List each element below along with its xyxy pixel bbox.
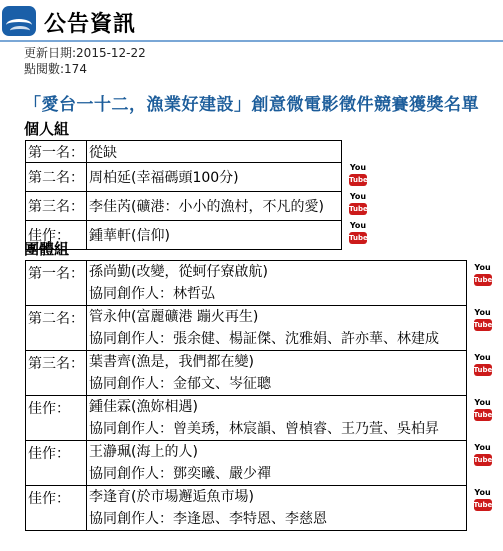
youtube-icon[interactable]: You Tube (473, 307, 493, 329)
page-title: 公告資訊 (44, 12, 137, 37)
group-table (25, 260, 503, 531)
winner-entry (87, 441, 467, 486)
table-row (26, 351, 503, 396)
table-row (26, 141, 379, 163)
table-row (26, 396, 503, 441)
winner-entry (87, 351, 467, 396)
team-leader: 王瀞珮(海上的人) (89, 444, 198, 460)
winner-entry (87, 306, 467, 351)
rank-label: 第三名： (26, 192, 87, 221)
youtube-icon[interactable]: You Tube (473, 442, 493, 464)
table-row (26, 486, 503, 531)
team-leader: 管永仲(富麗礦港 蹦火再生) (89, 309, 259, 325)
table-row (26, 261, 503, 306)
wave-logo-icon (2, 6, 36, 36)
co-creators: 協同創作人：張余健、楊証傑、沈雅娟、許亦華、林建成 (89, 331, 439, 347)
youtube-icon[interactable]: You Tube (473, 262, 493, 284)
individual-heading: 個人組 (24, 120, 70, 138)
rank-label: 佳作： (26, 441, 87, 486)
team-leader: 孫尚勤(改變，從蚵仔寮啟航) (89, 264, 268, 280)
rank-label: 佳作： (26, 221, 87, 250)
group-heading: 團體組 (24, 240, 70, 258)
youtube-icon[interactable]: You Tube (349, 191, 368, 213)
winner-entry: 李佳芮(礦港：小小的漁村，不凡的愛) (87, 192, 342, 221)
co-creators: 協同創作人：鄧奕曦、嚴少禪 (89, 466, 271, 482)
table-row (26, 163, 379, 192)
rank-label: 佳作： (26, 396, 87, 441)
winner-entry (87, 486, 467, 531)
rank-label: 第三名： (26, 351, 87, 396)
youtube-icon[interactable]: You Tube (473, 352, 493, 374)
youtube-icon[interactable]: You Tube (473, 397, 493, 419)
rank-label: 第二名： (26, 163, 87, 192)
table-row (26, 441, 503, 486)
youtube-icon[interactable]: You Tube (349, 162, 368, 184)
winner-entry: 鍾華軒(信仰) (87, 221, 342, 250)
team-leader: 葉書齊(漁是，我們都在變) (89, 354, 254, 370)
rank-label: 第一名： (26, 261, 87, 306)
table-row (26, 306, 503, 351)
table-row (26, 192, 379, 221)
rank-label: 第一名： (26, 141, 87, 163)
co-creators: 協同創作人：曾美琇，林宸韻、曾楨睿、王乃萱、吳柏昇 (89, 421, 439, 437)
co-creators: 協同創作人：李逢恩、李特恩、李慈恩 (89, 511, 327, 527)
view-count: 點閱數:174 (24, 62, 87, 76)
winner-entry (87, 396, 467, 441)
co-creators: 協同創作人：林哲弘 (89, 286, 215, 302)
winner-entry: 周柏延(幸福碼頭100分) (87, 163, 342, 192)
rank-label: 第二名： (26, 306, 87, 351)
header-divider (0, 40, 503, 42)
update-date: 更新日期:2015-12-22 (24, 46, 146, 60)
rank-label: 佳作： (26, 486, 87, 531)
winner-entry: 從缺 (87, 141, 342, 163)
youtube-icon[interactable]: You Tube (349, 220, 368, 242)
team-leader: 鍾佳霖(漁妳相遇) (89, 399, 198, 415)
youtube-icon[interactable]: You Tube (473, 487, 493, 509)
individual-table (25, 140, 379, 250)
team-leader: 李逢育(於市場邂逅魚市場) (89, 489, 254, 505)
page-header (0, 0, 503, 40)
table-row (26, 221, 379, 250)
article-title: 「愛台一十二，漁業好建設」創意微電影徵件競賽獲獎名單 (24, 95, 479, 115)
winner-entry (87, 261, 467, 306)
co-creators: 協同創作人：金郁文、岑征聰 (89, 376, 271, 392)
